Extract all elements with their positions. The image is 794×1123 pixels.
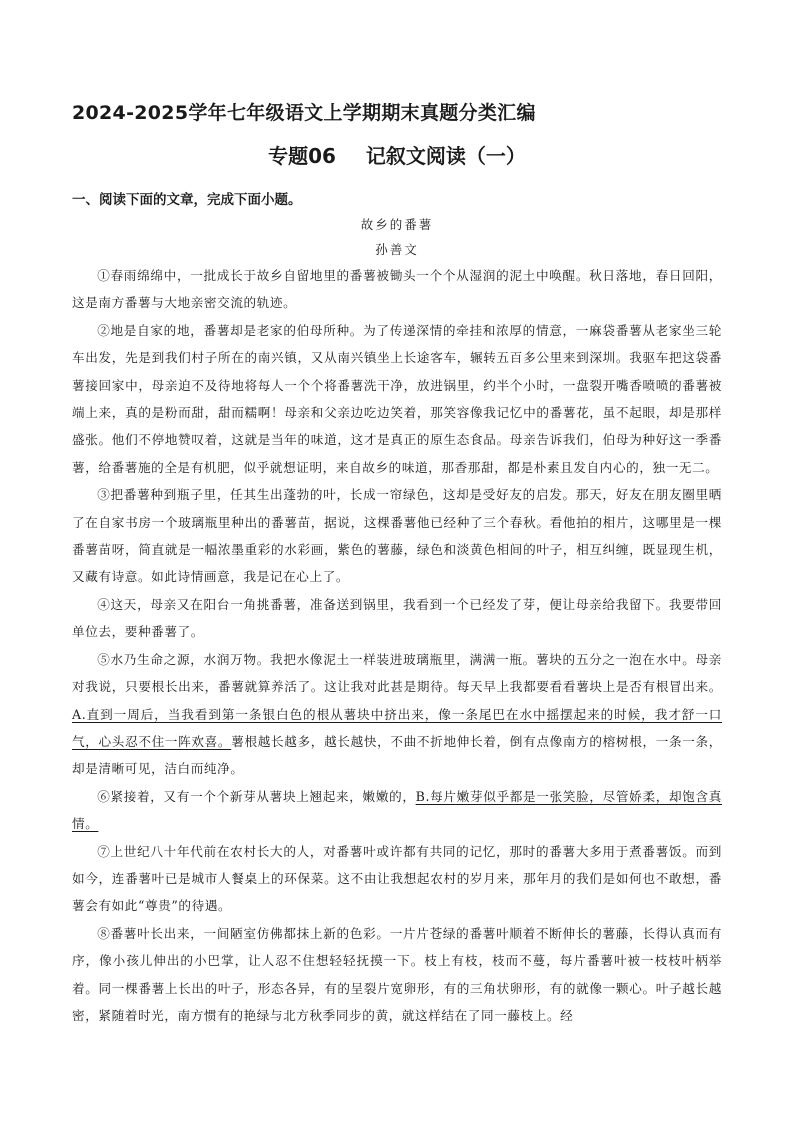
paragraph-5-text-b: 薯根越长越多，越长越快，不曲不折地伸长着，倒有点像南方的榕树根，一条一条，却是清晰可见，洁白而纯净。 — [72, 733, 722, 777]
paragraph-6-text-a: ⑥紧接着，又有一个个新芽从薯块上翘起来，嫩嫩的， — [97, 788, 416, 804]
paragraph-3: ③把番薯种到瓶子里，任其生出蓬勃的叶，长成一帘绿色，这却是受好友的启发。那天，好友在朋友圈里晒了在自家书房一个玻璃瓶里种出的番薯苗，据说，这棵番薯他已经种了三个春秋。看他拍的相片，这哪里是一棵番薯苗呀，简直就是一幅浓墨重彩的水彩画，紫色的薯藤，绿色和淡黄色相间的叶子，相互纠缠，既显现生机，又藏有诗意。如此诗情画意，我是记在心上了。 — [72, 487, 722, 585]
paragraph-5 — [72, 646, 722, 783]
essay-author: 孙善文 — [375, 242, 419, 257]
essay-body — [72, 262, 722, 1029]
series-title: 2024-2025学年七年级语文上学期期末真题分类汇编 — [72, 102, 536, 124]
paragraph-5-text-a: ⑤水乃生命之源，水润万物。我把水像泥土一样装进玻璃瓶里，满满一瓶。薯块的五分之一泡在水中。母亲对我说，只要根长出来，番薯就算养活了。这让我对此甚是期待。每天早上我都要看看薯块上是否有根冒出来。 — [72, 651, 722, 695]
essay-title: 故乡的番薯 — [360, 217, 434, 232]
paragraph-2: ②地是自家的地，番薯却是老家的伯母所种。为了传递深情的牵挂和浓厚的情意，一麻袋番薯从老家坐三轮车出发，先是到我们村子所在的南兴镇，又从南兴镇坐上长途客车，辗转五百多公里来到深圳。我驱车把这袋番薯接回家中，母亲迫不及待地将每人一个个将番薯洗干净，放进锅里，约半个小时，一盘裂开嘴香喷喷的番薯被端上来，真的是粉而甜，甜而糯啊！母亲和父亲边吃边笑着，那笑容像我记忆中的番薯花，虽不起眼，却是那样盛张。他们不停地赞叹着，这就是当年的味道，这才是真正的原生态食品。母亲告诉我们，伯母为种好这一季番薯，给番薯施的全是有机肥，似乎就想证明，来自故乡的味道，那香那甜，都是朴素且发自内心的，独一无二。 — [72, 322, 722, 475]
topic-title — [0, 140, 794, 169]
paragraph-7: ⑦上世纪八十年代前在农村长大的人，对番薯叶或许都有共同的记忆，那时的番薯大多用于煮番薯饭。而到如今，连番薯叶已是城市人餐桌上的环保菜。这不由让我想起农村的岁月来，那年月的我们是如何也不敢想，番薯会有如此“尊贵”的待遇。 — [72, 843, 722, 914]
topic-number: 专题06 — [268, 144, 336, 168]
underlined-sentence-a: A.直到一周后，当我看到第一条银白色的根从薯块中挤出来，像一条尾巴在水中摇摆起来的时候，我才舒一口气，心头忍不住一阵欢喜。 — [72, 706, 722, 749]
underlined-sentence-b: B.每片嫩芽似乎都是一张笑脸，尽管娇柔，却饱含真情。 — [72, 788, 722, 832]
paragraph-4: ④这天，母亲又在阳台一角挑番薯，准备送到锅里，我看到一个已经发了芽，便让母亲给我留下。我要带回单位去，要种番薯了。 — [72, 596, 722, 640]
topic-name: 记叙文阅读（一） — [365, 144, 526, 168]
question-instruction: 一、阅读下面的文章，完成下面小题。 — [72, 192, 302, 208]
paragraph-6 — [72, 783, 722, 838]
paragraph-1: ①春雨绵绵中，一批成长于故乡自留地里的番薯被锄头一个个从湿润的泥土中唤醒。秋日落地，春日回阳，这是南方番薯与大地亲密交流的轨迹。 — [72, 268, 722, 311]
paragraph-8: ⑧番薯叶长出来，一间陋室仿佛都抹上新的色彩。一片片苍绿的番薯叶顺着不断伸长的薯藤，长得认真而有序，像小孩儿伸出的小巴掌，让人忍不住想轻轻抚摸一下。枝上有枝，枝而不蔓，每片番薯叶被一枝枝叶柄举着。同一棵番薯上长出的叶子，形态各异，有的呈裂片宽卵形，有的三角状卵形，有的就像一颗心。叶子越长越密，紧随着时光，南方惯有的艳绿与北方秋季同步的黄，就这样结在了同一藤枝上。经 — [72, 925, 722, 1023]
